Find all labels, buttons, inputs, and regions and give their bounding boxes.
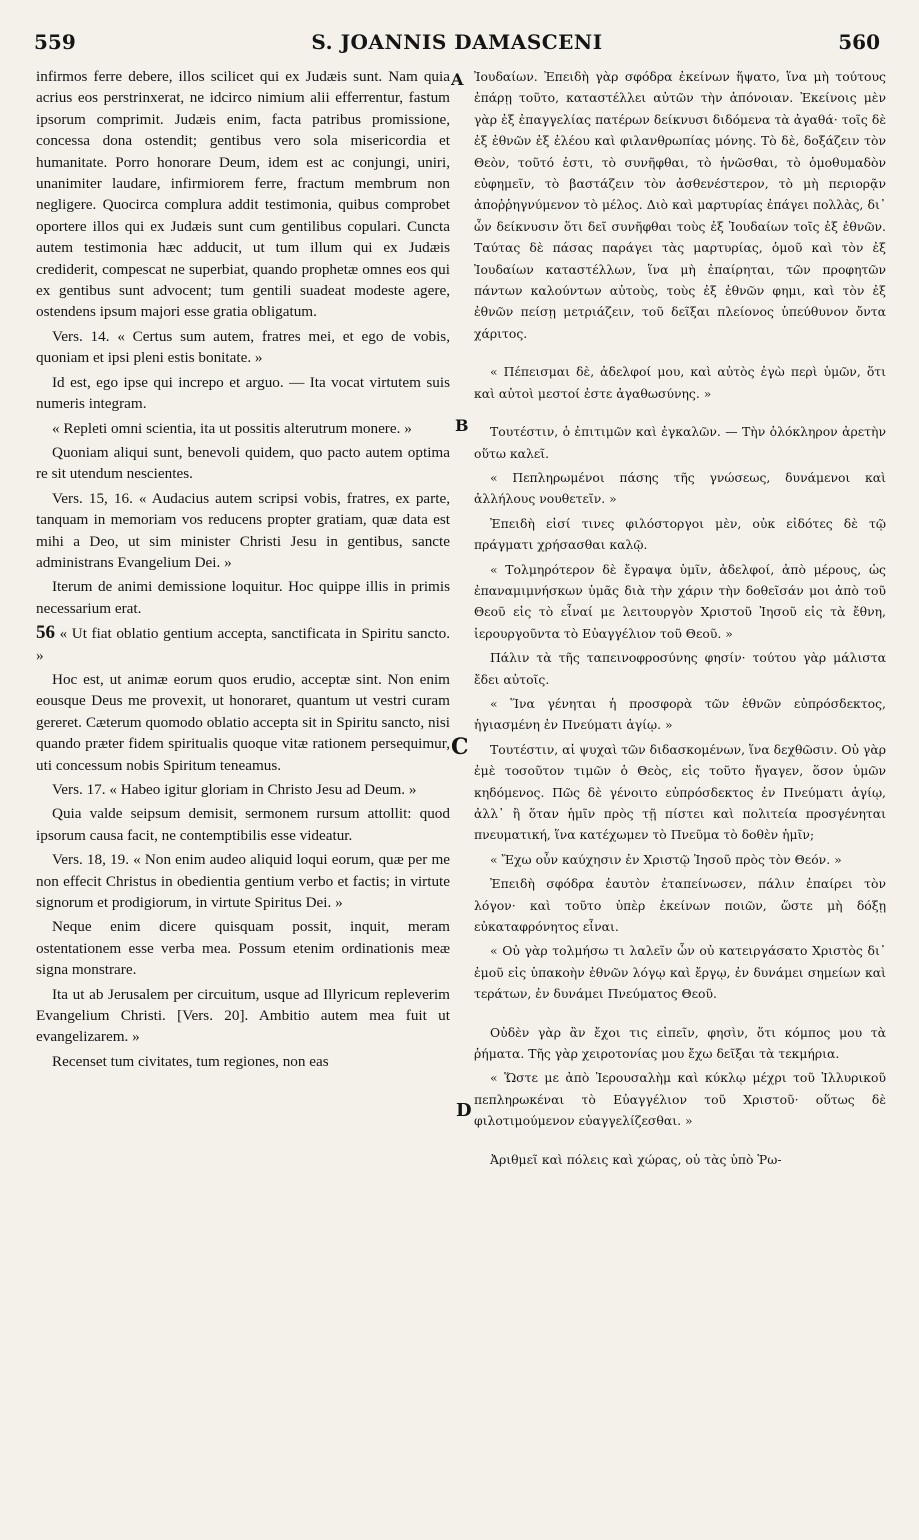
greek-paragraph: Οὐδὲν γὰρ ἂν ἔχοι τις εἰπεῖν, φησὶν, ὅτι κόμπος μου τὰ ῥήματα. Τῆς γὰρ χειροτονίας μου ἔχω δεῖξαι τὰ τεκμήρια.	[474, 1024, 886, 1062]
latin-paragraph: Quoniam aliqui sunt, benevoli quidem, quo pacto autem optima re sit utendum nescientes.	[36, 443, 450, 483]
section-marker-b: B	[455, 416, 469, 435]
section-marker-d: D	[456, 1100, 472, 1121]
greek-verse: « Τολμηρότερον δὲ ἔγραψα ὑμῖν, ἀδελφοί, ἀπὸ μέρους, ὡς ἐπαναμιμνήσκων ὑμᾶς διὰ τὴν χάριν τὴν δοθεῖσάν μοι ἀπὸ τοῦ Θεοῦ εἰς τὸ εἶναί με λειτουργὸν Χριστοῦ Ἰησοῦ εἰς τὰ ἔθνη, ἱερουργοῦντα τὸ Εὐαγγέλιον τοῦ Θεοῦ. »	[474, 561, 886, 641]
page-number-right: 560	[838, 30, 880, 54]
latin-column	[36, 66, 450, 1506]
latin-verse: Vers. 18, 19. « Non enim audeo aliquid loqui eorum, quæ per me non effecit Christus in obedientia gentium verbo et factis; in virtute signorum et prodigiorum, in virtute Spiritus Dei. »	[36, 851, 450, 912]
latin-verse: Ita ut ab Jerusalem per circuitum, usque ad Illyricum repleverim Evangelium Christi. [Vers. 20]. Ambitio autem mea fuit ut evangelizarem. »	[36, 985, 450, 1046]
latin-paragraph: Id est, ego ipse qui increpo et arguo. — Ita vocat virtutem suis numeris integram.	[36, 373, 450, 413]
greek-paragraph: Ἰουδαίων. Ἐπειδὴ γὰρ σφόδρα ἐκείνων ἥψατο, ἵνα μὴ τούτους ἐπάρῃ τοῦτο, καταστέλλει αὐτῶν τὴν ἀπόνοιαν. Ἐκείνοις μὲν γὰρ ἐξ ἐπαγγελίας πατέρων δείκνυσι διδόμενα τὰ ἀγαθά· τοῖς δὲ ἐξ ἐθνῶν ἐξ ἐλέου καὶ φιλανθρωπίας μόνης. Τὸ δὲ, δοξάζειν τὸν Θεὸν, τοῦτό ἐστι, τὸ συνῆφθαι, τὸ ἡνῶσθαι, τὸ ὁμοθυμαδὸν εὐφημεῖν, τὸ βαστάζειν τὸν ἀσθενέστερον, τὸ μὴ περιορᾷν ἀποῤῥηγνύμενον τὸ μέλος. Διὸ καὶ μαρτυρίας ἐπάγει πολλὰς, δι᾽ ὧν δείκνυσιν ὅτι δεῖ συνῆφθαι τοὺς ἐξ Ἰουδαίων τοῖς ἐξ ἐθνῶν. Ταύτας δὲ πάσας παράγει τὰς μαρτυρίας, ὁμοῦ καὶ τὸν ἐξ Ἰουδαίων καταστέλλων, ἵνα μὴ ἐπαίρηται, τῶν προφητῶν πάντων καλούντων αὐτοὺς, τοὺς ἐξ ἐθνῶν φημι, καὶ τὸν ἐξ ἐθνῶν πείσῃ μετριάζειν, τοῦ δεῖξαι πλείονος ὑπεύθυνον ὄντα χάριτος.	[474, 69, 886, 341]
latin-paragraph: Recenset tum civitates, tum regiones, non eas	[52, 1052, 329, 1070]
latin-paragraph: Iterum de animi demissione loquitur. Hoc quippe illis in primis necessarium erat.	[36, 578, 450, 617]
latin-verse: Vers. 15, 16. « Audacius autem scripsi vobis, fratres, ex parte, tanquam in memoriam vos reducens propter gratiam, quæ data est mihi a Deo, ut sim minister Christi Jesu in gentibus, sancte administrans Evangelium Dei. »	[36, 489, 450, 571]
greek-paragraph: Τουτέστιν, αἱ ψυχαὶ τῶν διδασκομένων, ἵνα δεχθῶσιν. Οὐ γὰρ ἐμὲ τοσοῦτον τιμῶν ὁ Θεὸς, εἰς τοῦτο ἤγαγεν, ὅσον ὑμῶν κηδόμενος. Πῶς δὲ γένοιτο εὐπρόσδεκτος ἐν Πνεύματι ἁγίῳ, ἀλλ᾽ ἢ ὅταν ἡμῖν πρὸς τῇ πίστει καὶ πολιτεία προσγένηται πνευματική, ἵνα κατέχωμεν τὸ Πνεῦμα τὸ δοθὲν ἡμῖν;	[474, 741, 886, 843]
page-number-left: 559	[34, 30, 76, 54]
greek-paragraph: Ἀριθμεῖ καὶ πόλεις καὶ χώρας, οὐ τὰς ὑπὸ Ῥω-	[490, 1151, 782, 1167]
greek-verse: « Πεπληρωμένοι πάσης τῆς γνώσεως, δυνάμενοι καὶ ἀλλήλους νουθετεῖν. »	[474, 469, 886, 507]
section-number: 56	[36, 622, 55, 644]
section-marker-c: C	[451, 734, 469, 760]
latin-verse	[36, 622, 450, 666]
greek-paragraph: Ἐπειδὴ εἰσί τινες φιλόστοργοι μὲν, οὐκ εἰδότες δὲ τῷ πράγματι χρήσασθαι καλῷ.	[474, 515, 886, 553]
latin-paragraph: Neque enim dicere quisquam possit, inquit, meram ostentationem esse verba mea. Possum etenim ordinationis meæ signa monstrare.	[36, 918, 450, 979]
greek-paragraph: Τουτέστιν, ὁ ἐπιτιμῶν καὶ ἐγκαλῶν. — Τὴν ὁλόκληρον ἀρετὴν οὕτω καλεῖ.	[474, 424, 886, 461]
greek-paragraph: Πάλιν τὰ τῆς ταπεινοφροσύνης φησίν· τούτου γὰρ μάλιστα ἔδει αὐτοῖς.	[474, 650, 886, 687]
greek-column	[474, 66, 886, 1506]
greek-verse: « Ἔχω οὖν καύχησιν ἐν Χριστῷ Ἰησοῦ πρὸς τὸν Θεόν. »	[490, 851, 842, 867]
page-header	[34, 30, 880, 60]
greek-verse: « Ὥστε με ἀπὸ Ἱερουσαλὴμ καὶ κύκλῳ μέχρι τοῦ Ἰλλυρικοῦ πεπληρωκέναι τὸ Εὐαγγέλιον τοῦ Χριστοῦ· οὕτως δὲ φιλοτιμούμενον εὐαγγελίζεσθαι. »	[474, 1070, 886, 1129]
latin-paragraph: infirmos ferre debere, illos scilicet qui ex Judæis sunt. Nam quia acrius eos perstrinxerat, ne idcirco nimium alii efferrentur, fastum ipsorum comprimit. Judæis enim, facta patribus promissione, concessa dona ostendit; gentibus vero sola misericordia et humanitate. Porro honorare Deum, idem est ac conjungi, uniri, unanimiter laudare, infirmiorem ferre, fractum membrum non negligere. Quocirca complura addit testimonia, quibus comprobet oportere illos qui ex Judæis sunt cum gentilibus copulari. Cuncta autem testimonia hæc adducit, ut tum illum qui ex Judæis crediderit, compescat ne superbiat, quando prophetæ omnes eos qui ex gentibus sunt advocent; tum gentili suadeat modeste agere, ostendens ipsum majori esse gratia obligatum.	[36, 68, 450, 321]
greek-paragraph: Ἐπειδὴ σφόδρα ἑαυτὸν ἐταπείνωσεν, πάλιν ἐπαίρει τὸν λόγον· καὶ τοῦτο ὑπὲρ ἐκείνων ποιῶν, ὥστε μὴ δόξῃ εὐκαταφρόνητος εἶναι.	[474, 876, 886, 935]
greek-verse: « Οὐ γὰρ τολμήσω τι λαλεῖν ὧν οὐ κατειργάσατο Χριστὸς δι᾽ ἐμοῦ εἰς ὑπακοὴν ἐθνῶν λόγῳ καὶ ἔργῳ, ἐν δυνάμει σημείων καὶ τεράτων, ἐν δυνάμει Πνεύματος Θεοῦ.	[474, 943, 886, 1002]
latin-paragraph: Hoc est, ut animæ eorum quos erudio, acceptæ sint. Non enim eousque Deus me provexit, ut honoraret, quantum ut vestri curam gereret. Cæterum quomodo oblatio accepta sit in Spiritu sancto, nisi quando præter fidem spiritualis quoque vitæ rationem persequimur, uti concessum nobis Spiritum teneamus.	[36, 670, 450, 774]
latin-verse: Vers. 14. « Certus sum autem, fratres mei, et ego de vobis, quoniam et ipsi pleni estis bonitate. »	[36, 327, 450, 367]
latin-verse: Vers. 17. « Habeo igitur gloriam in Christo Jesu ad Deum. »	[52, 781, 417, 798]
greek-verse: « Πέπεισμαι δὲ, ἀδελφοί μου, καὶ αὐτὸς ἐγὼ περὶ ὑμῶν, ὅτι καὶ αὐτοὶ μεστοί ἐστε ἀγαθωσύνης. »	[474, 364, 886, 401]
latin-paragraph: Quia valde seipsum demisit, sermonem rursum attollit: quod ipsorum causa facit, ne contemptibilis esse videatur.	[36, 805, 450, 844]
greek-verse: « Ἵνα γένηται ἡ προσφορὰ τῶν ἐθνῶν εὐπρόσδεκτος, ἡγιασμένη ἐν Πνεύματι ἁγίῳ. »	[474, 695, 886, 733]
latin-verse: « Repleti omni scientia, ita ut possitis alterutrum monere. »	[52, 419, 412, 437]
running-title: S. JOANNIS DAMASCENI	[311, 30, 603, 54]
latin-verse-text: « Ut fiat oblatio gentium accepta, sanctificata in Spiritu sancto. »	[36, 625, 450, 664]
section-marker-a: A	[451, 70, 464, 89]
